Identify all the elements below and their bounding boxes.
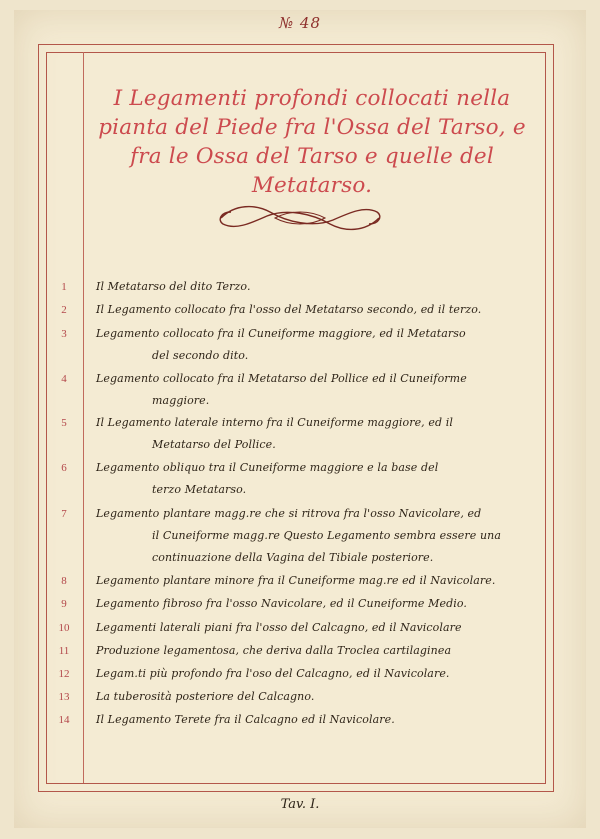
item-text: Legamenti laterali piani fra l'osso del Calcagno, ed il Navicolare	[96, 621, 462, 634]
item-number: 13	[58, 691, 70, 703]
item-number: 4	[61, 373, 67, 385]
item-text-continuation: continuazione della Vagina del Tibiale posteriore.	[152, 551, 434, 564]
item-number: 1	[61, 281, 67, 293]
item-text: Legamento obliquo tra il Cuneiforme maggiore e la base del	[96, 461, 439, 474]
item-number: 10	[58, 622, 70, 634]
page-title: I Legamenti profondi collocati nella pianta del Piede fra l'Ossa del Tarso, e fra le Ossa del Tarso e quelle del Metatarso.	[98, 86, 526, 198]
item-text: Legamento plantare minore fra il Cuneiforme mag.re ed il Navicolare.	[96, 574, 496, 587]
footer-mark: Tav. I.	[280, 797, 320, 812]
item-number: 2	[61, 304, 67, 316]
item-text-continuation: maggiore.	[152, 394, 210, 407]
item-number: 12	[58, 668, 70, 680]
item-text: Legamento collocato fra il Metatarso del Pollice ed il Cuneiforme	[96, 372, 467, 385]
item-number: 5	[61, 417, 67, 429]
item-text: La tuberosità posteriore del Calcagno.	[96, 690, 315, 703]
item-text: Il Legamento laterale interno fra il Cuneiforme maggiore, ed il	[96, 416, 453, 429]
item-number: 11	[58, 645, 70, 657]
item-number: 14	[58, 714, 70, 726]
item-number: 9	[61, 598, 67, 610]
plate-number: № 48	[278, 14, 322, 32]
item-text: Produzione legamentosa, che deriva dalla Troclea cartilaginea	[96, 644, 452, 657]
item-text: Il Metatarso del dito Terzo.	[96, 280, 251, 293]
item-text: Legam.ti più profondo fra l'oso del Calcagno, ed il Navicolare.	[96, 667, 450, 680]
item-number: 7	[61, 508, 67, 520]
item-text: Il Legamento Terete fra il Calcagno ed il Navicolare.	[96, 713, 395, 726]
item-text: Il Legamento collocato fra l'osso del Metatarso secondo, ed il terzo.	[96, 303, 482, 316]
item-number: 3	[61, 328, 67, 340]
item-text-continuation: Metatarso del Pollice.	[152, 438, 276, 451]
item-text-continuation: del secondo dito.	[152, 349, 249, 362]
item-text: Legamento fibroso fra l'osso Navicolare, ed il Cuneiforme Medio.	[96, 597, 467, 610]
item-text: Legamento collocato fra il Cuneiforme maggiore, ed il Metatarso	[96, 327, 466, 340]
item-number: 8	[61, 575, 67, 587]
item-text: Legamento plantare magg.re che si ritrova fra l'osso Navicolare, ed	[96, 507, 482, 520]
item-text-continuation: il Cuneiforme magg.re Questo Legamento sembra essere una	[152, 529, 501, 542]
item-number: 6	[61, 462, 67, 474]
item-text-continuation: terzo Metatarso.	[152, 483, 247, 496]
